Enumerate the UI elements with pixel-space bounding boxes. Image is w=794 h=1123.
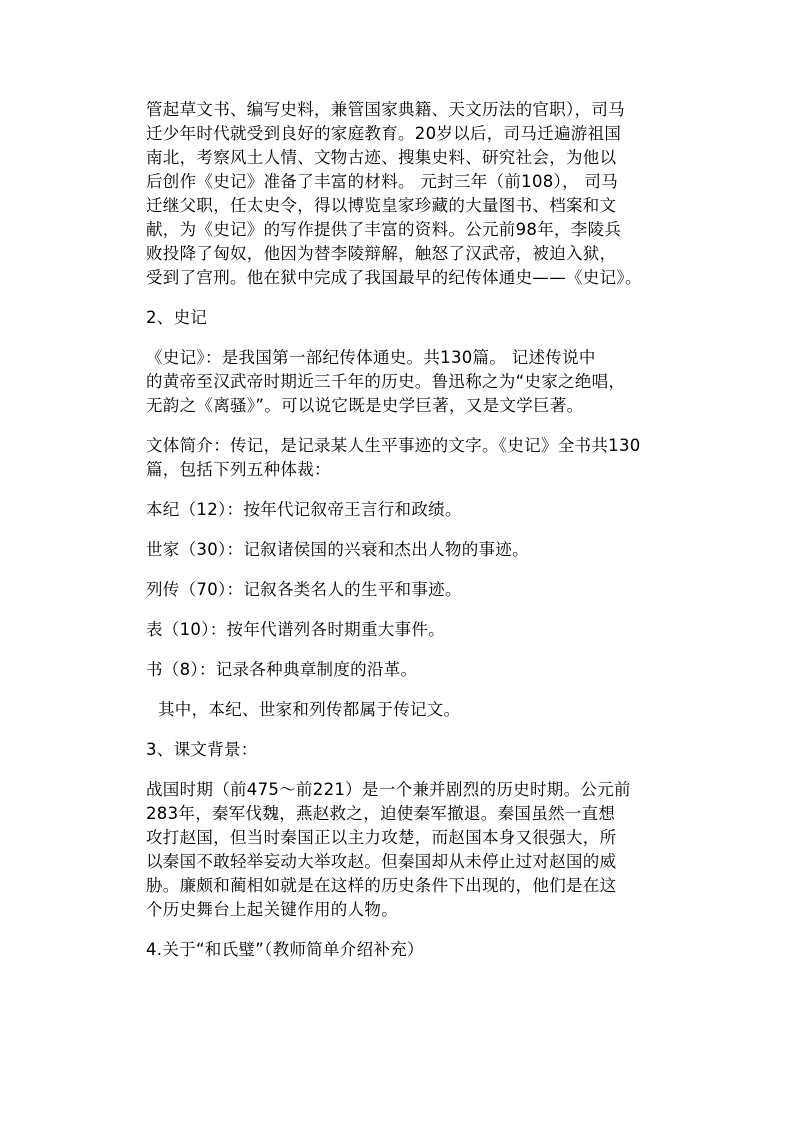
text-line: 篇，包括下列五种体裁： (146, 460, 331, 479)
genre-item: 表（10）：按年代谱列各时期重大事件。 (146, 620, 445, 639)
text-line: 迁少年时代就受到良好的家庭教育。20岁以后，司马迁遍游祖国 (146, 124, 622, 143)
genre-item: 列传（70）：记叙各类名人的生平和事迹。 (146, 580, 462, 599)
text-line: 无韵之《离骚》”。可以说它既是史学巨著，又是文学巨著。 (146, 396, 584, 415)
text-line: 《史记》：是我国第一部纪传体通史。共130篇。 记述传说中 (146, 348, 596, 367)
text-line: 败投降了匈奴，他因为替李陵辩解，触怒了汉武帝，被迫入狱， (146, 244, 617, 263)
genre-item: 本纪（12）：按年代记叙帝王言行和政绩。 (146, 500, 462, 519)
text-line: 后创作《史记》准备了丰富的材料。 元封三年（前108）， 司马 (146, 172, 619, 191)
paragraph-sima-qian (146, 98, 702, 290)
text-line: 迁继父职，任太史令，得以博览皇家珍藏的大量图书、档案和文 (146, 196, 617, 215)
text-line: 胁。廉颇和蔺相如就是在这样的历史条件下出现的，他们是在这 (146, 876, 617, 895)
paragraph-shiji (146, 346, 702, 418)
text-line: 个历史舞台上起关键作用的人物。 (146, 900, 398, 919)
summary-text: 其中，本纪、世家和列传都属于传记文。 (158, 700, 461, 719)
section-heading: 3、课文背景： (146, 740, 258, 759)
text-line: 文体简介：传记，是记录某人生平事迹的文字。《史记》全书共130 (146, 436, 641, 455)
text-line: 管起草文书、编写史料，兼管国家典籍、天文历法的官职），司马 (146, 100, 625, 119)
text-line: 献，为《史记》的写作提供了丰富的资料。公元前98年，李陵兵 (146, 220, 622, 239)
text-line: 的黄帝至汉武帝时期近三千年的历史。鲁迅称之为“史家之绝唱， (146, 372, 626, 391)
text-line: 战国时期（前475～前221）是一个兼并剧烈的历史时期。公元前 (146, 780, 631, 799)
paragraph-background (146, 778, 702, 922)
genre-item: 世家（30）：记叙诸侯国的兴衰和杰出人物的事迹。 (146, 540, 529, 559)
section-heading: 2、史记 (146, 308, 208, 327)
section-heading: 4.关于“和氏璧”（教师简单介绍补充） (146, 940, 424, 959)
document-body (146, 98, 702, 962)
text-line: 受到了宫刑。他在狱中完成了我国最早的纪传体通史——《史记》。 (146, 268, 642, 287)
text-line: 攻打赵国，但当时秦国正以主力攻楚，而赵国本身又很强大，所 (146, 828, 617, 847)
genre-item: 书（8）：记录各种典章制度的沿革。 (146, 660, 418, 679)
text-line: 以秦国不敢轻举妄动大举攻赵。但秦国却从未停止过对赵国的威 (146, 852, 617, 871)
paragraph-genre-intro (146, 434, 702, 482)
text-line: 283年，秦军伐魏，燕赵救之，迫使秦军撤退。秦国虽然一直想 (146, 804, 616, 823)
text-line: 南北，考察风土人情、文物古迹、搜集史料、研究社会，为他以 (146, 148, 617, 167)
